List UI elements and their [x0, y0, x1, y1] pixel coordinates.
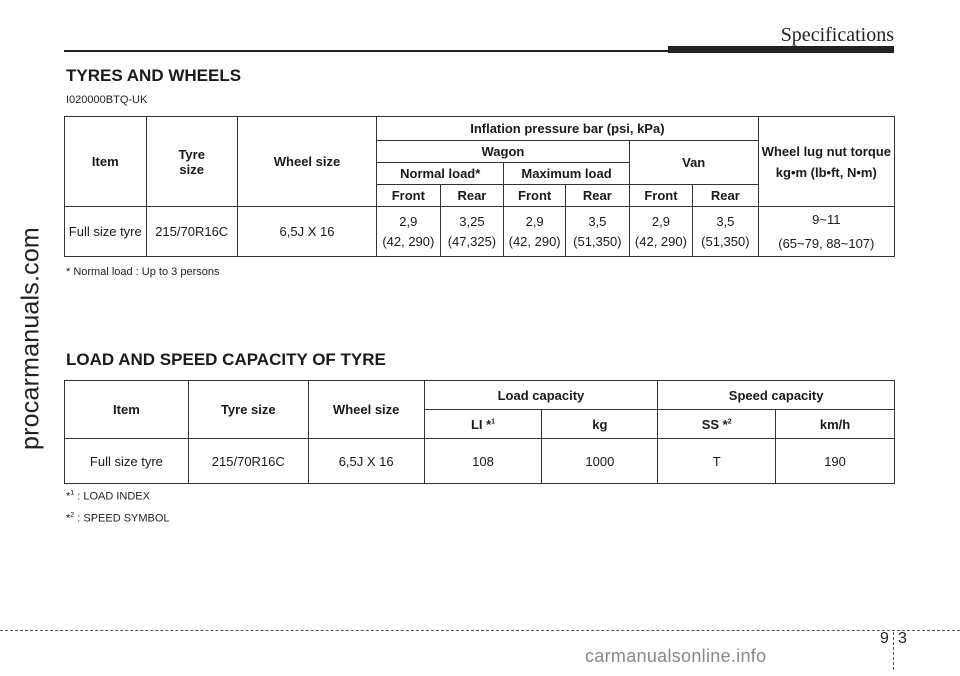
header-tyre-size-line1: Tyre: [178, 146, 205, 162]
footnote-asterisk: *: [66, 512, 71, 525]
header-torque-line1: Wheel lug nut torque: [761, 143, 891, 159]
table-row: [65, 439, 895, 484]
pressure-bar: 3,5: [716, 213, 735, 229]
watermark-bottom: carmanualsonline.info: [585, 646, 767, 666]
tyres-wheels-table: [64, 116, 895, 257]
cell-tyre-size: 215/70R16C: [146, 207, 237, 257]
header-front: Front: [377, 185, 440, 207]
pressure-psi-kpa: (42, 290): [634, 233, 687, 249]
torque-lbft-nm: (65~79, 88~107): [778, 235, 875, 251]
header-wheel-size: Wheel size: [237, 117, 376, 207]
header-tyre-size: [146, 117, 237, 207]
footnote-asterisk: *: [66, 490, 71, 503]
header-rear: Rear: [565, 185, 629, 207]
cell-pressure: [629, 207, 692, 257]
header-normal-load: Normal load*: [377, 163, 504, 185]
pressure-bar: 3,25: [459, 213, 485, 229]
header-wagon: Wagon: [377, 141, 630, 163]
cell-wheel-size: 6,5J X 16: [237, 207, 376, 257]
chapter-number: 9: [880, 630, 889, 647]
header-li-label: LI *: [470, 416, 492, 432]
pressure-bar: 2,9: [525, 213, 544, 229]
header-title: Specifications: [780, 24, 894, 46]
pressure-psi-kpa: (51,350): [573, 233, 622, 249]
pressure-psi-kpa: (51,350): [701, 233, 750, 249]
cell-speed-kmh: 190: [776, 439, 895, 484]
header-ss: [658, 410, 776, 439]
table-row: [65, 207, 895, 257]
cell-load-kg: 1000: [542, 439, 658, 484]
document-code: I020000BTQ-UK: [66, 94, 148, 106]
header-kmh: km/h: [776, 410, 895, 439]
footnote-text: : LOAD INDEX: [74, 490, 150, 503]
normal-load-note: * Normal load : Up to 3 persons: [66, 266, 220, 278]
header-front: Front: [504, 185, 566, 207]
pressure-psi-kpa: (42, 290): [508, 233, 561, 249]
header-wheel-lug-nut-torque: [758, 117, 894, 207]
section-title-tyres-wheels: TYRES AND WHEELS: [66, 66, 242, 85]
page-number: 3: [898, 630, 907, 647]
pressure-bar: 3,5: [588, 213, 607, 229]
header-tyre-size: Tyre size: [188, 381, 308, 439]
header-item: Item: [65, 381, 189, 439]
cell-wheel-size: 6,5J X 16: [308, 439, 424, 484]
footnote-mark-2: 2: [727, 418, 732, 426]
header-load-capacity: Load capacity: [424, 381, 658, 410]
load-speed-table: [64, 380, 895, 484]
cell-speed-symbol: T: [658, 439, 776, 484]
pressure-psi-kpa: (47,325): [447, 233, 497, 249]
cell-torque: [758, 207, 894, 257]
header-kg: kg: [542, 410, 658, 439]
footnote-load-index: [66, 490, 150, 503]
cell-item: Full size tyre: [65, 207, 147, 257]
cell-tyre-size: 215/70R16C: [188, 439, 308, 484]
cell-pressure: [377, 207, 440, 257]
header-maximum-load: Maximum load: [504, 163, 629, 185]
pressure-bar: 2,9: [651, 213, 670, 229]
page-divider: [893, 632, 894, 670]
pressure-bar: 2,9: [399, 213, 418, 229]
cell-pressure: [440, 207, 504, 257]
header-speed-capacity: Speed capacity: [658, 381, 895, 410]
footnote-text: : SPEED SYMBOL: [74, 512, 170, 525]
cell-pressure: [693, 207, 758, 257]
cell-pressure: [504, 207, 566, 257]
footnote-speed-symbol: [66, 512, 170, 525]
section-title-load-speed: LOAD AND SPEED CAPACITY OF TYRE: [66, 350, 386, 369]
footnote-mark-1: 1: [491, 418, 496, 426]
footer-dashed-rule: [0, 630, 960, 631]
footnote-sup: 1: [70, 490, 75, 497]
header-ss-label: SS *: [701, 416, 728, 432]
header-inflation-pressure: Inflation pressure bar (psi, kPa): [377, 117, 758, 141]
header-item: Item: [65, 117, 147, 207]
header-tyre-size-line2: size: [179, 161, 204, 177]
watermark-left: procarmanuals.com: [16, 227, 45, 450]
header-wheel-size: Wheel size: [308, 381, 424, 439]
header-front: Front: [629, 185, 692, 207]
torque-kgm: 9~11: [812, 211, 841, 227]
pressure-psi-kpa: (42, 290): [382, 233, 435, 249]
header-rear: Rear: [693, 185, 758, 207]
header-li: [424, 410, 542, 439]
header-torque-line2: kg•m (lb•ft, N•m): [775, 164, 877, 180]
cell-item: Full size tyre: [65, 439, 189, 484]
footnote-sup: 2: [70, 512, 75, 519]
cell-pressure: [565, 207, 629, 257]
header-rule: [64, 50, 894, 52]
cell-load-index: 108: [424, 439, 542, 484]
header-van: Van: [629, 141, 758, 185]
header-rear: Rear: [440, 185, 504, 207]
